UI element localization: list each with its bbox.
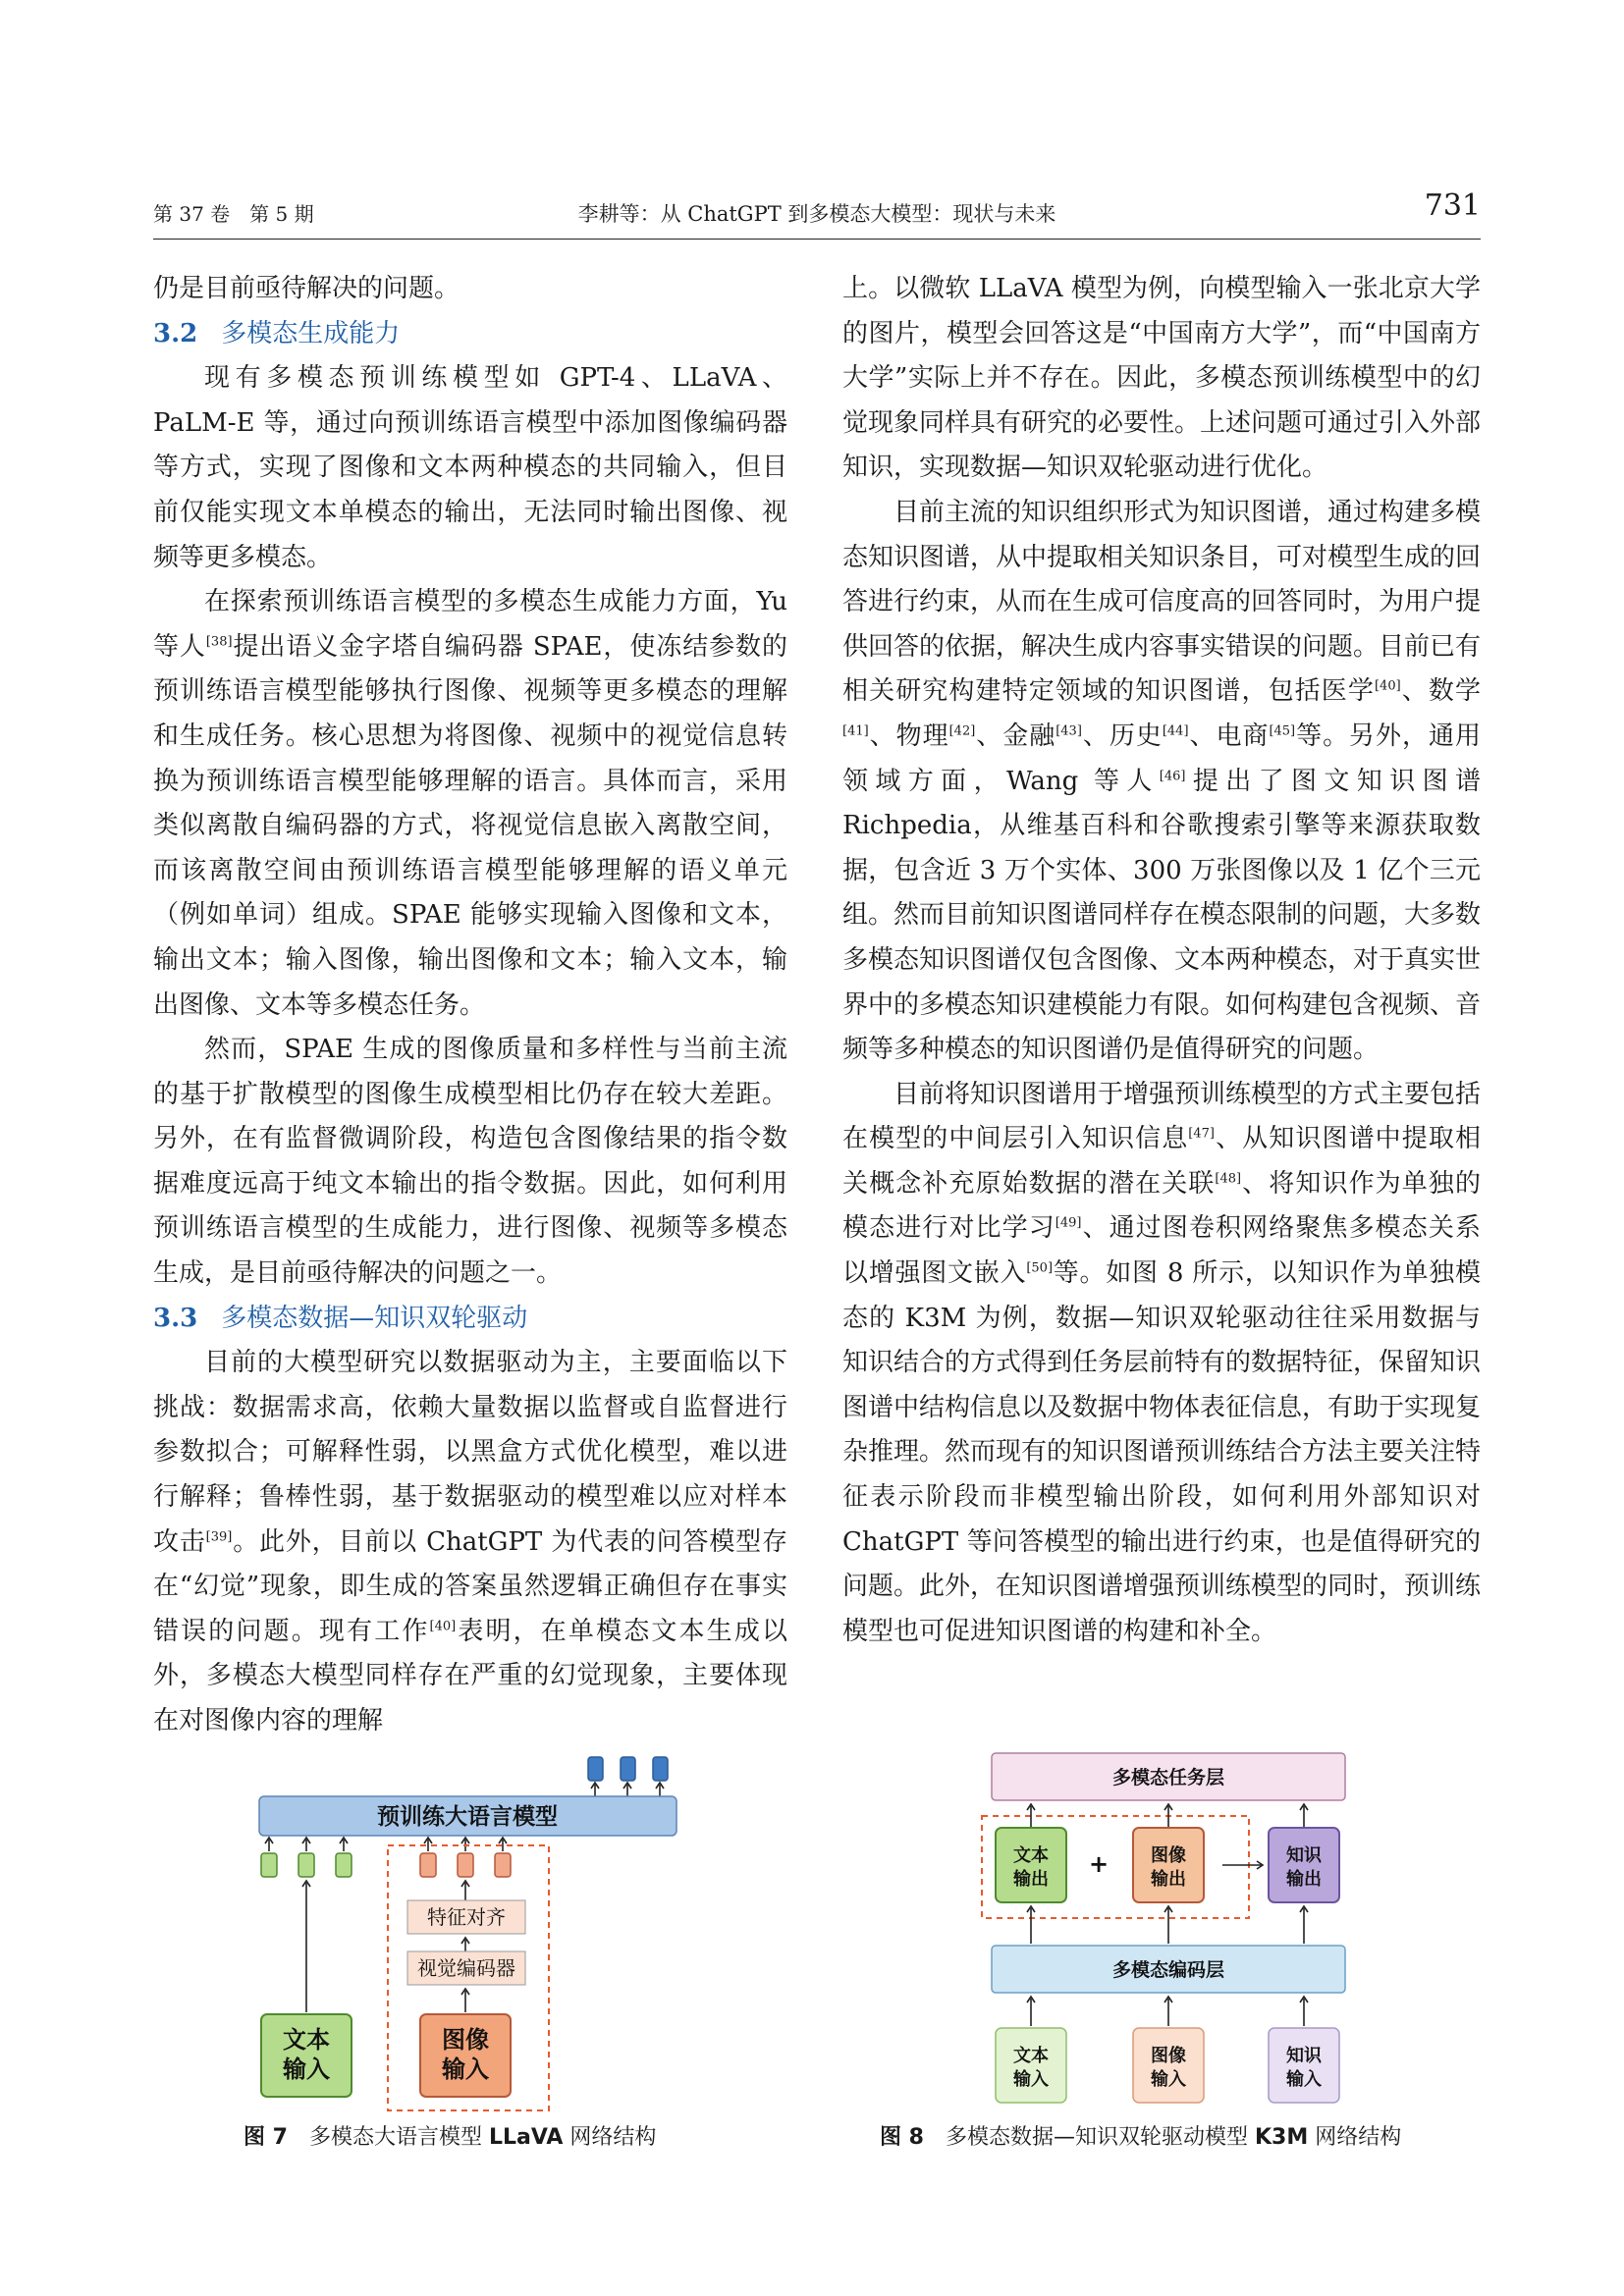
line-1: 知识 <box>1286 1845 1322 1866</box>
line-1: 图像 <box>442 2026 489 2054</box>
line-2: 输出 <box>1013 1869 1049 1890</box>
right-column <box>842 267 1481 1654</box>
text-run: 、通过图卷积网络聚焦多模态关系以增强图文嵌入 <box>842 1213 1481 1289</box>
text-token <box>261 1853 277 1877</box>
text-run: 目前的大模型研究以数据驱动为主，主要面临以下挑战：数据需求高，依赖大量数据以监督或自监督进行参数拟合；可解释性弱，以黑盒方式优化模型，难以进行解释；鲁棒性弱，基于数据驱动的模型难以应对样本攻击 <box>153 1348 787 1557</box>
image-token <box>420 1853 436 1877</box>
citation-ref: [41] <box>842 723 869 739</box>
text-run: 、历史 <box>1081 721 1163 751</box>
line-2: 输入 <box>1286 2069 1322 2090</box>
text-run: 、从知识图谱中提取相关概念补充原始数据的潜在关联 <box>842 1124 1481 1199</box>
llm-label: 预训练大语言模型 <box>377 1804 558 1830</box>
line-1: 图像 <box>1151 1845 1186 1866</box>
figure-label: 图 8 <box>880 2125 924 2150</box>
text-run: 目前主流的知识组织形式为知识图谱，通过构建多模态知识图谱，从中提取相关知识条目，可对模型生成的回答进行约束，从而在生成可信度高的回答同时，为用户提供回答的依据，解决生成内容事实错误的问题。目前已有相关研究构建特定领域的知识图谱，包括医学 <box>842 497 1482 707</box>
citation-ref: [49] <box>1055 1215 1082 1231</box>
text-run: 。此外，目前以 ChatGPT 为代表的问答模型存在“幻觉”现象，即生成的答案虽然逻辑正确但存在事实错误的问题。现有工作 <box>153 1526 787 1646</box>
output-token <box>588 1757 603 1781</box>
line-1: 文本 <box>283 2026 330 2054</box>
text-run: 目前将知识图谱用于增强预训练模型的方式主要包括在模型的中间层引入知识信息 <box>842 1079 1482 1154</box>
line-2: 输入 <box>283 2056 330 2083</box>
task-layer-label: 多模态任务层 <box>1111 1767 1225 1789</box>
text-run: 、将知识作为单独的模态进行对比学习 <box>842 1168 1481 1244</box>
output-token <box>621 1757 635 1781</box>
citation-ref: [42] <box>948 723 976 739</box>
paragraph: 现有多模态预训练模型如 GPT-4、LLaVA、PaLM-E 等，通过向预训练语言模型中添加图像编码器等方式，实现了图像和文本两种模态的共同输入，但目前仅能实现文本单模态的输出，无法同时输出图像、视频等更多模态。 <box>153 363 787 572</box>
line-1: 文本 <box>1013 2046 1049 2066</box>
section-number: 3.2 <box>153 318 198 348</box>
section-heading-3-3 <box>153 1297 787 1342</box>
text-run: 、电商 <box>1188 721 1270 751</box>
text-run: 等。另外，通用领域方面，Wang 等人 <box>842 721 1481 796</box>
citation-ref: [44] <box>1162 723 1189 739</box>
line-2: 输出 <box>1151 1869 1186 1890</box>
citation-ref: [40] <box>1374 678 1401 694</box>
image-token <box>458 1853 473 1877</box>
text-run: 在探索预训练语言模型的多模态生成能力方面，Yu 等人 <box>153 587 787 662</box>
line-1: 图像 <box>1151 2046 1186 2066</box>
visual-encoder-label: 视觉编码器 <box>417 1956 515 1980</box>
citation-ref: [48] <box>1215 1171 1242 1187</box>
figure-label: 图 7 <box>244 2125 288 2150</box>
text-run: 、物理 <box>868 721 949 751</box>
paragraph <box>842 1073 1481 1655</box>
caption-text: 多模态大语言模型 <box>308 2125 489 2150</box>
text-run: 提出语义金字塔自编码器 SPAE，使冻结参数的预训练语言模型能够执行图像、视频等更多模态的理解和生成任务。核心思想为将图像、视频中的视觉信息转换为预训练语言模型能够理解的语言。具体而言，采用类似离散自编码器的方式，将视觉信息嵌入离散空间，而该离散空间由预训练语言模型能够理解的语义单元（例如单词）组成。SPAE 能够实现输入图像和文本，输出文本；输入图像，输出图像和文本；输入文本，输出图像、文本等多模态任务。 <box>153 631 787 1020</box>
caption-model-name: K3M <box>1254 2125 1309 2150</box>
paragraph-continued: 仍是目前亟待解决的问题。 <box>153 274 460 303</box>
paragraph: 然而，SPAE 生成的图像质量和多样性与当前主流的基于扩散模型的图像生成模型相比仍存在较大差距。另外，在有监督微调阶段，构造包含图像结果的指令数据难度远高于纯文本输出的指令数据。因此，如何利用预训练语言模型的生成能力，进行图像、视频等多模态生成，是目前亟待解决的问题之一。 <box>153 1035 787 1289</box>
volume-issue: 第 37 卷 第 5 期 <box>153 202 314 226</box>
text-run: 表明，在单模态文本生成以外，多模态大模型同样存在严重的幻觉现象，主要体现在对图像内容的理解 <box>153 1616 787 1735</box>
header-rule <box>153 239 1481 240</box>
line-1: 知识 <box>1286 2046 1322 2066</box>
paragraph <box>842 491 1481 1073</box>
running-header <box>153 188 1481 232</box>
image-token <box>495 1853 511 1877</box>
text-run: 、金融 <box>975 721 1056 751</box>
figure-7-caption <box>244 2120 656 2151</box>
running-title: 李耕等：从 ChatGPT 到多模态大模型：现状与未来 <box>577 202 1056 226</box>
figure-8 <box>972 1751 1365 2107</box>
text-run: 提出了图文知识图谱 Richpedia，从维基百科和谷歌搜索引擎等来源获取数据，包含近 3 万个实体、300 万张图像以及 1 亿个三元组。然而目前知识图谱同样存在模态限制的问题，大多数多模态知识图谱仅包含图像、文本两种模态，对于真实世界中的多模态知识建模能力有限。如何构建包含视频、音频等多种模态的知识图谱仍是值得研究的问题。 <box>842 766 1482 1065</box>
left-column <box>153 267 787 1744</box>
section-number: 3.3 <box>153 1303 198 1333</box>
figure-7 <box>251 1755 703 2112</box>
citation-ref: [40] <box>429 1619 457 1634</box>
line-2: 输入 <box>1151 2069 1186 2090</box>
llava-diagram <box>251 1755 703 2112</box>
line-2: 输出 <box>1286 1869 1322 1890</box>
citation-ref: [50] <box>1026 1260 1054 1276</box>
caption-model-name: LLaVA <box>488 2125 564 2150</box>
output-token <box>653 1757 668 1781</box>
text-token <box>298 1853 314 1877</box>
line-2: 输入 <box>1013 2069 1049 2090</box>
paragraph-continued: 上。以微软 LLaVA 模型为例，向模型输入一张北京大学的图片，模型会回答这是“中国南方大学”，而“中国南方大学”实际上并不存在。因此，多模态预训练模型中的幻觉现象同样具有研究的必要性。上述问题可通过引入外部知识，实现数据—知识双轮驱动进行优化。 <box>842 274 1482 483</box>
caption-tail: 网络结构 <box>1308 2125 1402 2150</box>
text-run: 等。如图 8 所示，以知识作为单独模态的 K3M 为例，数据—知识双轮驱动往往采用数据与知识结合的方式得到任务层前特有的数据特征，保留知识图谱中结构信息以及数据中物体表征信息，有助于实现复杂推理。然而现有的知识图谱预训练结合方法主要关注特征表示阶段而非模型输出阶段，如何利用外部知识对 ChatGPT 等问答模型的输出进行约束，也是值得研究的问题。此外，在知识图谱增强预训练模型的同时，预训练模型也可促进知识图谱的构建和补全。 <box>842 1258 1482 1646</box>
figure-8-caption <box>880 2120 1401 2151</box>
citation-ref: [45] <box>1269 723 1296 739</box>
section-heading-3-2 <box>153 312 787 357</box>
citation-ref: [46] <box>1159 768 1186 783</box>
citation-ref: [39] <box>205 1528 233 1544</box>
paragraph <box>153 1341 787 1743</box>
line-1: 文本 <box>1013 1845 1049 1866</box>
k3m-diagram <box>972 1751 1365 2107</box>
caption-tail: 网络结构 <box>563 2125 657 2150</box>
paragraph <box>153 580 787 1028</box>
text-run: 、数学 <box>1400 676 1481 707</box>
line-2: 输入 <box>442 2056 489 2083</box>
caption-text: 多模态数据—知识双轮驱动模型 <box>945 2125 1255 2150</box>
plus-sign: + <box>1088 1850 1110 1878</box>
section-title: 多模态数据—知识双轮驱动 <box>221 1303 528 1333</box>
page-number: 731 <box>1424 188 1481 223</box>
text-token <box>336 1853 352 1877</box>
encoder-layer-label: 多模态编码层 <box>1111 1959 1225 1981</box>
citation-ref: [38] <box>205 634 233 650</box>
section-title: 多模态生成能力 <box>221 318 401 348</box>
citation-ref: [43] <box>1056 723 1082 739</box>
citation-ref: [47] <box>1188 1126 1215 1142</box>
feature-align-label: 特征对齐 <box>427 1905 506 1929</box>
